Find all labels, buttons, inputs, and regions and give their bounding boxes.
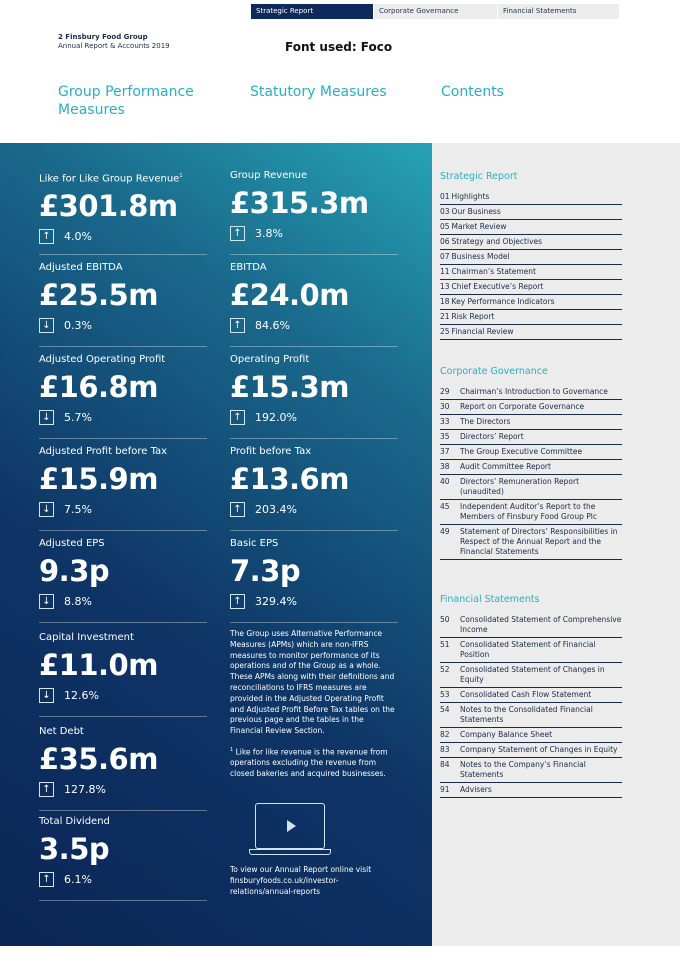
arrow-up-icon: ↑: [39, 229, 54, 244]
toc-entry-text: Notes to the Consolidated Financial Statements: [460, 705, 593, 724]
metric-divider: [39, 438, 207, 439]
toc-entry-text: Notes to the Company’s Financial Statements: [460, 760, 586, 779]
metric-change: [39, 782, 207, 797]
metric-divider: [39, 346, 207, 347]
toc-item[interactable]: [440, 295, 622, 310]
apm-note: The Group uses Alternative Performance Measures (APMs) which are non-IFRS measures to monitor performance of its operations and of the Group as a whole. These APMs along with their definitions and reconciliations to IFRS measures are provided in the Adjusted Operating Profit and Adjusted Profit Before Tax tables on the previous page and the tables in the Financial Review Section.: [230, 629, 395, 736]
toc-entry-text: Chairman’s Statement: [451, 267, 536, 276]
metric-divider: [39, 810, 207, 811]
top-navigation: [251, 4, 620, 19]
toc-item[interactable]: [440, 758, 622, 783]
metric-value: £24.0m: [230, 278, 349, 312]
toc-governance: [440, 366, 622, 560]
metric-change-value: 203.4%: [255, 503, 297, 516]
toc-entry-text: Risk Report: [451, 312, 495, 321]
page-header: [58, 33, 170, 51]
arrow-down-icon: ↓: [39, 688, 54, 703]
toc-entry-text: Directors’ Report: [460, 432, 524, 441]
metric-change-value: 329.4%: [255, 595, 297, 608]
toc-page-number: 91: [440, 785, 450, 794]
metric-change: [230, 318, 398, 333]
toc-page-number: 53: [440, 690, 450, 699]
toc-entry-text: Business Model: [451, 252, 510, 261]
metric-value: £11.0m: [39, 648, 158, 682]
footnote: [230, 745, 400, 780]
toc-item[interactable]: [440, 310, 622, 325]
toc-entry-text: Company Balance Sheet: [460, 730, 553, 739]
toc-item[interactable]: [440, 400, 622, 415]
toc-financial: [440, 594, 622, 798]
metric-block: [230, 354, 398, 425]
toc-entry-text: Consolidated Cash Flow Statement: [460, 690, 592, 699]
metric-block: [39, 354, 207, 425]
metric-value: £13.6m: [230, 462, 349, 496]
section-statutory: Statutory Measures: [250, 84, 387, 100]
toc-page-number: 38: [440, 462, 450, 471]
report-line: Annual Report & Accounts 2019: [58, 42, 170, 50]
metric-change-value: 12.6%: [64, 689, 99, 702]
toc-governance-title: Corporate Governance: [440, 366, 548, 377]
metric-change: [39, 410, 207, 425]
metric-label: Like for Like Group Revenue$^1$: [39, 173, 183, 185]
metric-block: [39, 446, 207, 517]
tab-strategic-report[interactable]: Strategic Report: [251, 4, 374, 19]
metric-change: [39, 318, 207, 333]
toc-entry-text: Consolidated Statement of Financial Position: [460, 640, 596, 659]
toc-item[interactable]: [440, 783, 622, 798]
metric-change: [230, 502, 398, 517]
arrow-up-icon: ↑: [39, 782, 54, 797]
toc-item[interactable]: [440, 205, 622, 220]
metric-change: [230, 226, 398, 241]
metric-change-value: 7.5%: [64, 503, 92, 516]
toc-page-number: 06: [440, 237, 450, 246]
toc-item[interactable]: [440, 235, 622, 250]
arrow-down-icon: ↓: [39, 318, 54, 333]
toc-entry-text: Independent Auditor’s Report to the Members of Finsbury Food Group Plc: [460, 502, 598, 521]
metric-value: £15.3m: [230, 370, 349, 404]
metric-change-value: 6.1%: [64, 873, 92, 886]
metric-label: Profit before Tax: [230, 446, 312, 457]
metric-change: [39, 229, 207, 244]
laptop-play-icon[interactable]: [249, 803, 331, 857]
metric-change: [39, 502, 207, 517]
metric-divider: [230, 346, 398, 347]
tab-financial-statements[interactable]: Financial Statements: [498, 4, 620, 19]
toc-item[interactable]: [440, 265, 622, 280]
metric-value: £301.8m: [39, 189, 178, 224]
metric-block: [39, 632, 207, 703]
arrow-down-icon: ↓: [39, 502, 54, 517]
metric-divider: [39, 622, 207, 623]
metric-divider: [39, 900, 207, 901]
toc-page-number: 21: [440, 312, 450, 321]
toc-page-number: 11: [440, 267, 450, 276]
arrow-up-icon: ↑: [230, 410, 245, 425]
arrow-down-icon: ↓: [39, 410, 54, 425]
toc-item[interactable]: [440, 728, 622, 743]
metric-block: [39, 816, 207, 887]
metric-change-value: 4.0%: [64, 230, 92, 244]
section-contents: Contents: [441, 84, 504, 100]
arrow-up-icon: ↑: [230, 502, 245, 517]
toc-financial-title: Financial Statements: [440, 594, 540, 605]
toc-item[interactable]: [440, 613, 622, 638]
toc-item[interactable]: [440, 190, 622, 205]
toc-item[interactable]: [440, 445, 622, 460]
metric-block: [230, 446, 398, 517]
toc-page-number: 49: [440, 527, 450, 536]
toc-page-number: 07: [440, 252, 450, 261]
toc-item[interactable]: [440, 325, 622, 340]
toc-item[interactable]: [440, 460, 622, 475]
metric-value: £25.5m: [39, 278, 158, 312]
metric-block: [39, 538, 207, 609]
arrow-up-icon: ↑: [230, 318, 245, 333]
toc-item[interactable]: [440, 385, 622, 400]
toc-entry-text: Chief Executive’s Report: [451, 282, 544, 291]
metric-block: [39, 726, 207, 797]
metric-label: Adjusted EBITDA: [39, 262, 123, 273]
metric-label: Basic EPS: [230, 538, 279, 549]
metric-label: Adjusted EPS: [39, 538, 105, 549]
toc-page-number: 30: [440, 402, 450, 411]
metric-change-value: 8.8%: [64, 595, 92, 608]
toc-entry-text: Advisers: [460, 785, 492, 794]
metric-change: [39, 594, 207, 609]
toc-entry-text: Highlights: [451, 192, 490, 201]
toc-item[interactable]: [440, 663, 622, 688]
metric-value: £35.6m: [39, 742, 158, 776]
metric-change: [39, 872, 207, 887]
toc-page-number: 05: [440, 222, 450, 231]
toc-entry-text: Strategy and Objectives: [451, 237, 543, 246]
metric-label: Capital Investment: [39, 632, 134, 643]
toc-item[interactable]: [440, 500, 622, 525]
metric-block: [39, 170, 207, 244]
toc-page-number: 25: [440, 327, 450, 336]
toc-item[interactable]: [440, 430, 622, 445]
toc-item[interactable]: [440, 525, 622, 560]
metric-divider: [230, 438, 398, 439]
metric-change-value: 192.0%: [255, 411, 297, 424]
metric-change-value: 127.8%: [64, 783, 106, 796]
metric-value: 9.3p: [39, 554, 110, 588]
metric-change: [230, 594, 398, 609]
metric-label: Net Debt: [39, 726, 84, 737]
toc-strategic-title: Strategic Report: [440, 171, 518, 182]
metric-label: Group Revenue: [230, 170, 308, 181]
toc-page-number: 50: [440, 615, 450, 624]
metric-change-value: 3.8%: [255, 227, 283, 240]
tab-corporate-governance[interactable]: Corporate Governance: [374, 4, 498, 19]
toc-page-number: 18: [440, 297, 450, 306]
metric-value: £315.3m: [230, 186, 369, 220]
toc-item[interactable]: [440, 743, 622, 758]
toc-page-number: 84: [440, 760, 450, 769]
toc-item[interactable]: [440, 220, 622, 235]
metric-label: Operating Profit: [230, 354, 310, 365]
toc-item[interactable]: [440, 250, 622, 265]
metric-value: £16.8m: [39, 370, 158, 404]
toc-page-number: 52: [440, 665, 450, 674]
toc-entry-text: Directors’ Remuneration Report (unaudited): [460, 477, 580, 496]
footnote-text: Like for like revenue is the revenue from operations excluding the revenue from closed bakeries and acquired businesses.: [230, 747, 388, 779]
metric-label: EBITDA: [230, 262, 267, 273]
toc-page-number: 51: [440, 640, 450, 649]
metric-label: Adjusted Operating Profit: [39, 354, 166, 365]
toc-entry-text: Key Performance Indicators: [451, 297, 555, 306]
toc-item[interactable]: [440, 688, 622, 703]
metric-divider: [230, 622, 398, 623]
toc-page-number: 37: [440, 447, 450, 456]
metric-change-value: 84.6%: [255, 319, 290, 332]
toc-page-number: 01: [440, 192, 450, 201]
toc-item[interactable]: [440, 638, 622, 663]
toc-page-number: 03: [440, 207, 450, 216]
toc-entry-text: Consolidated Statement of Comprehensive Income: [460, 615, 622, 634]
metric-value: 7.3p: [230, 554, 301, 588]
toc-page-number: 83: [440, 745, 450, 754]
metric-change-value: 5.7%: [64, 411, 92, 424]
metric-label: Adjusted Profit before Tax: [39, 446, 168, 457]
toc-entry-text: The Group Executive Committee: [460, 447, 583, 456]
toc-item[interactable]: [440, 703, 622, 728]
company-line: 2 Finsbury Food Group: [58, 33, 148, 41]
toc-page-number: 29: [440, 387, 450, 396]
font-note: Font used: Foco: [285, 40, 393, 54]
toc-page-number: 45: [440, 502, 450, 511]
toc-entry-text: Audit Committee Report: [460, 462, 551, 471]
toc-item[interactable]: [440, 475, 622, 500]
section-group-performance: Group Performance Measures: [58, 84, 194, 118]
footnote-mark: 1: [230, 747, 234, 753]
metric-divider: [230, 530, 398, 531]
toc-entry-text: The Directors: [460, 417, 511, 426]
arrow-up-icon: ↑: [230, 226, 245, 241]
toc-page-number: 82: [440, 730, 450, 739]
metric-divider: [230, 254, 398, 255]
metric-divider: [39, 530, 207, 531]
arrow-up-icon: ↑: [230, 594, 245, 609]
metric-divider: [39, 254, 207, 255]
toc-entry-text: Chairman’s Introduction to Governance: [460, 387, 608, 396]
metric-block: [39, 262, 207, 333]
toc-page-number: 35: [440, 432, 450, 441]
toc-page-number: 13: [440, 282, 450, 291]
metric-block: [230, 538, 398, 609]
toc-entry-text: Market Review: [451, 222, 507, 231]
metric-block: [230, 262, 398, 333]
arrow-down-icon: ↓: [39, 594, 54, 609]
toc-entry-text: Financial Review: [451, 327, 514, 336]
metric-change: [230, 410, 398, 425]
metric-block: [230, 170, 398, 241]
toc-page-number: 33: [440, 417, 450, 426]
arrow-up-icon: ↑: [39, 872, 54, 887]
toc-entry-text: Company Statement of Changes in Equity: [460, 745, 618, 754]
metric-change-value: 0.3%: [64, 319, 92, 332]
online-report-link[interactable]: To view our Annual Report online visit finsburyfoods.co.uk/investor-relations/annual-reports: [230, 865, 372, 896]
toc-entry-text: Statement of Directors’ Responsibilities in Respect of the Annual Report and the Financial Statements: [460, 527, 618, 556]
toc-entry-text: Consolidated Statement of Changes in Equity: [460, 665, 605, 684]
metric-label: Total Dividend: [39, 816, 110, 827]
metric-value: 3.5p: [39, 832, 110, 866]
toc-page-number: 40: [440, 477, 450, 486]
metric-change: [39, 688, 207, 703]
toc-item[interactable]: [440, 280, 622, 295]
metric-value: £15.9m: [39, 462, 158, 496]
toc-strategic: [440, 171, 622, 340]
toc-page-number: 54: [440, 705, 450, 714]
toc-item[interactable]: [440, 415, 622, 430]
toc-entry-text: Report on Corporate Governance: [460, 402, 585, 411]
toc-entry-text: Our Business: [451, 207, 501, 216]
metric-divider: [39, 716, 207, 717]
